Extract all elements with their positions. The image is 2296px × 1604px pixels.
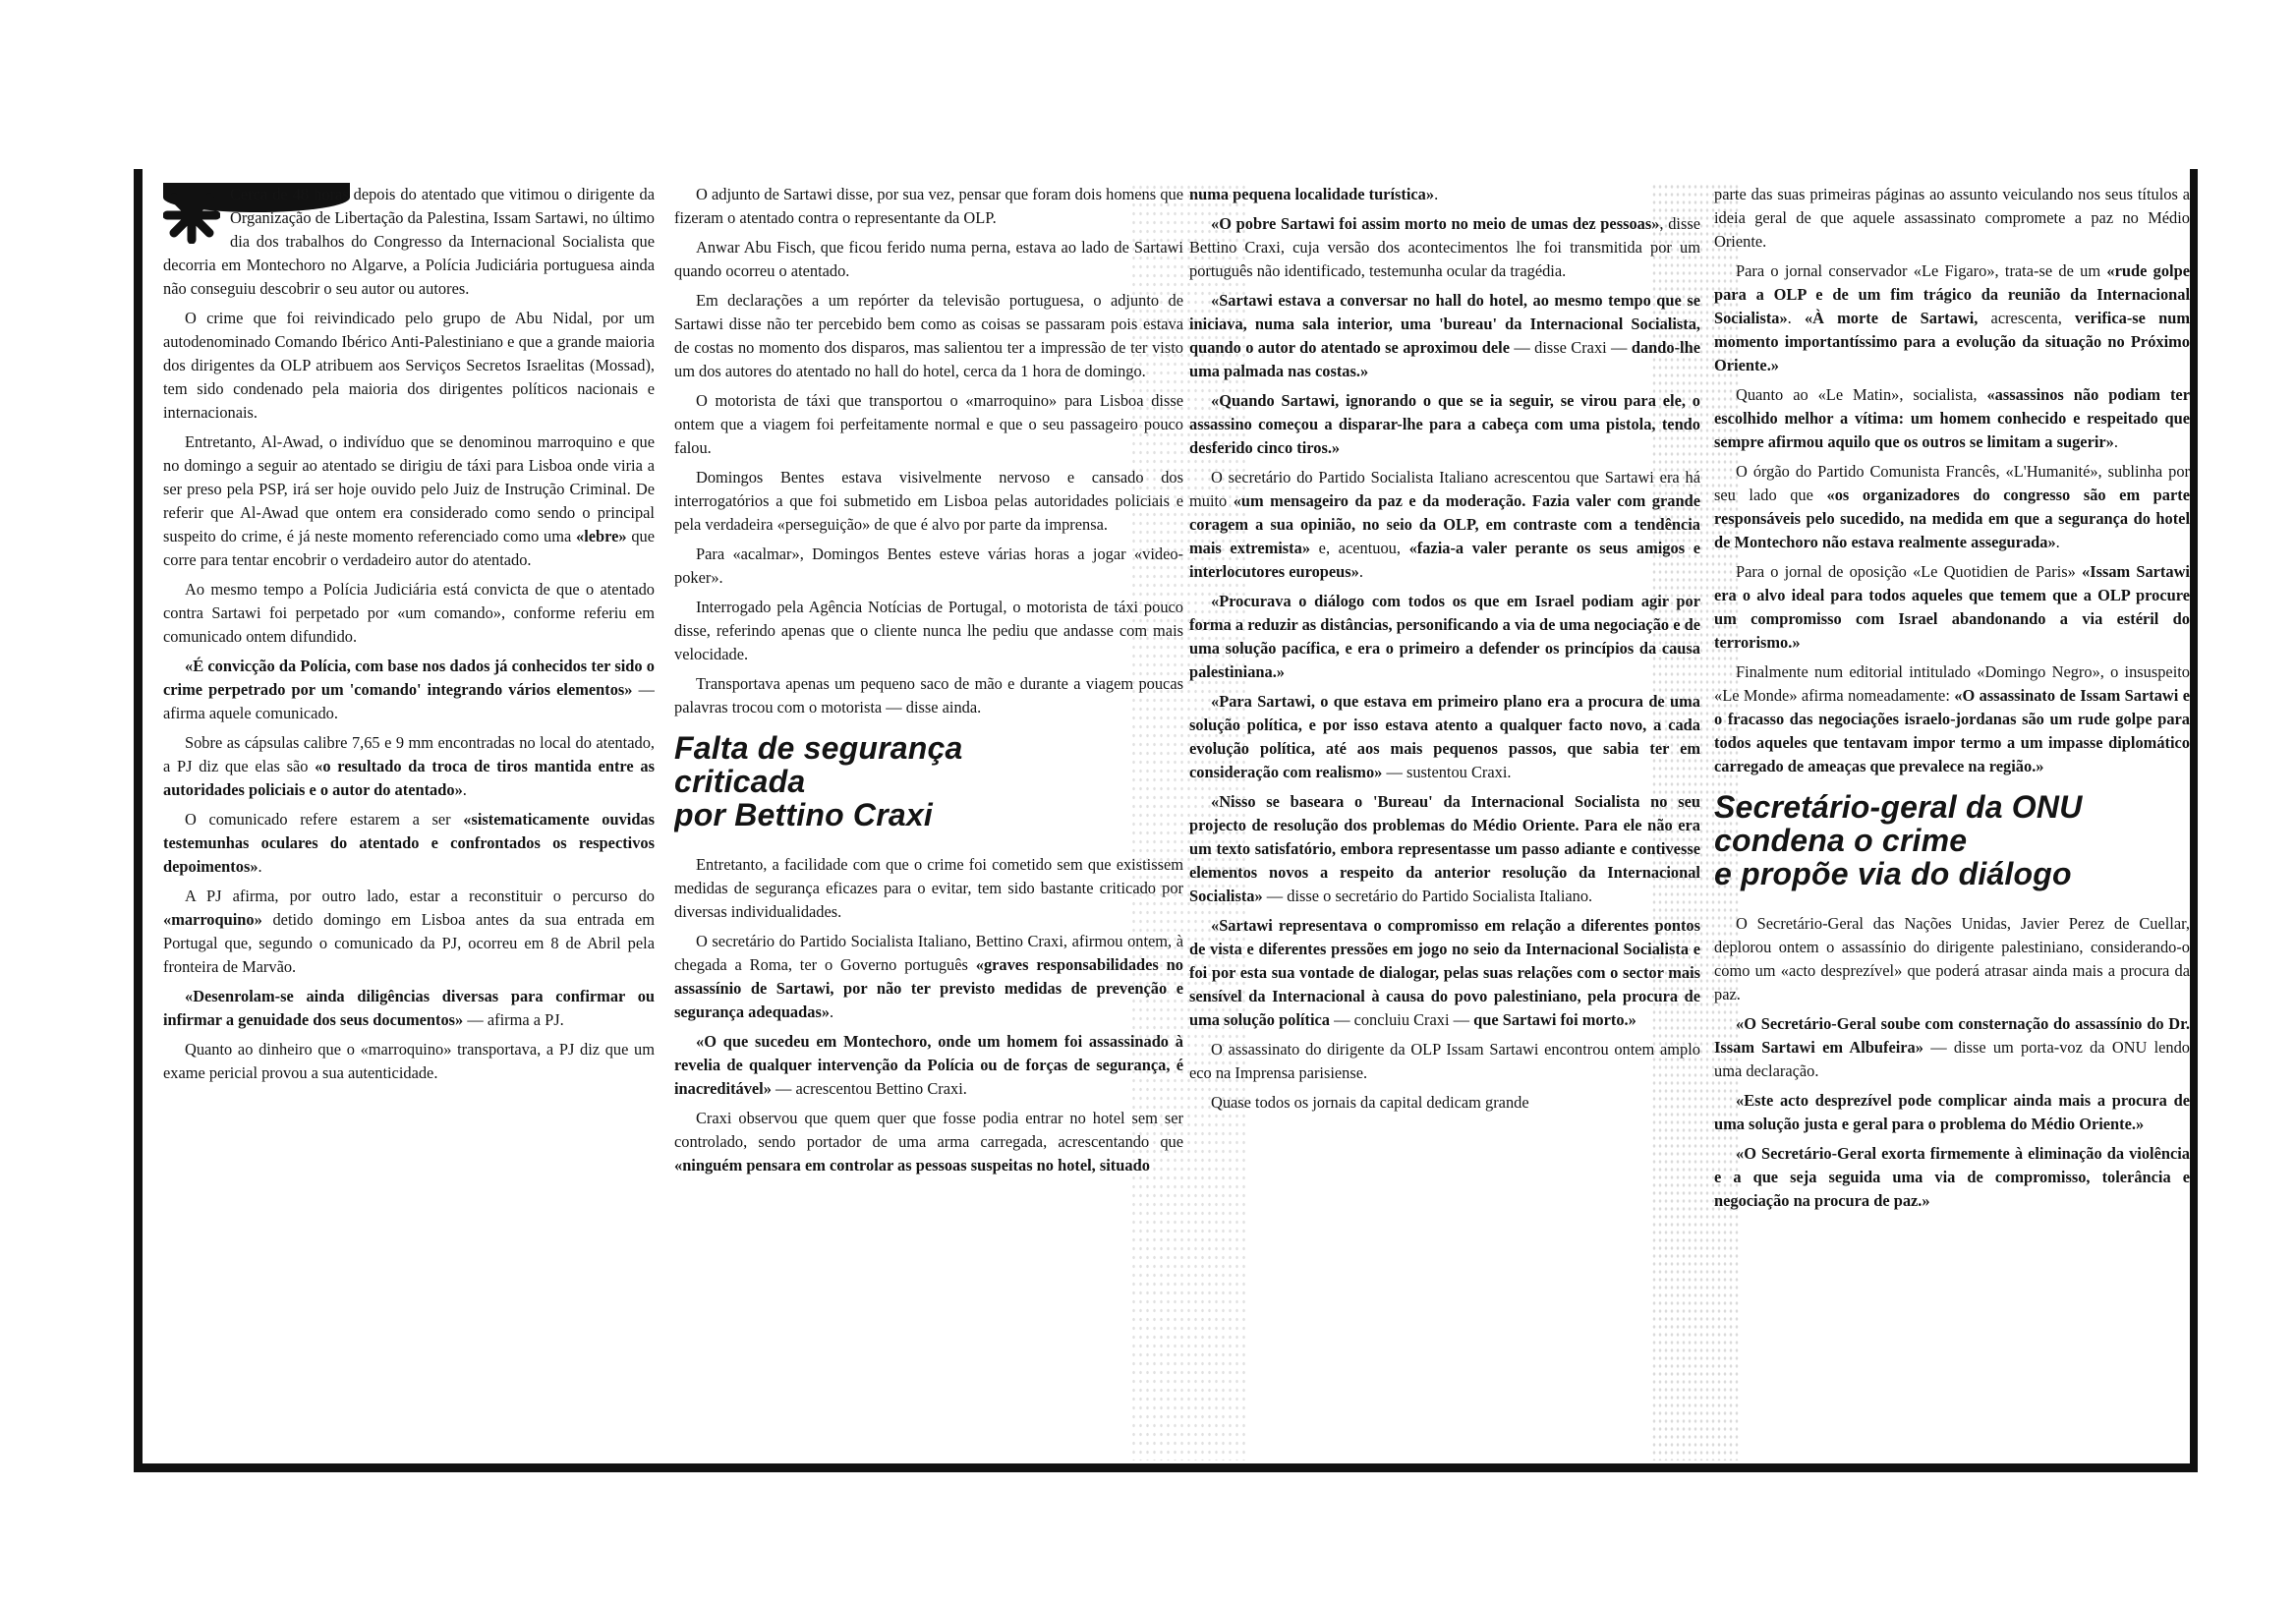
- paragraph: A PJ afirma, por outro lado, estar a reconstituir o percurso do «marroquino» detido domingo em Lisboa antes da sua entrada em Portugal que, segundo o comunicado da PJ, ocorreu em 8 de Abril pela fronteira de Marvão.: [163, 887, 655, 976]
- section-headline-security: Falta de segurança criticada por Bettino Craxi: [674, 730, 963, 832]
- paragraph: Quase todos os jornais da capital dedicam grande: [1211, 1093, 1529, 1112]
- paragraph: «Para Sartawi, o que estava em primeiro plano era a procura de uma solução política, e por isso estava atento a qualquer facto novo, a cada evolução política, até aos mais pequenos passos, que sabia ter em consideração com realismo» — sustentou Craxi.: [1189, 692, 1700, 781]
- paragraph: O motorista de táxi que transportou o «marroquino» para Lisboa disse ontem que a viagem foi perfeitamente normal e que o seu passageiro pouco falou.: [674, 391, 1183, 457]
- paragraph: «Quando Sartawi, ignorando o que se ia seguir, se virou para ele, o assassino começou a disparar-lhe para a cabeça com uma pistola, tendo desferido cinco tiros.»: [1189, 391, 1700, 457]
- paragraph: O comunicado refere estarem a ser «sistematicamente ouvidas testemunhas oculares do atentado e confrontados os respectivos depoimentos».: [163, 810, 655, 876]
- paragraph: Para o jornal de oposição «Le Quotidien de Paris» «Issam Sartawi era o alvo ideal para todos aqueles que temem que a OLP procure um compromisso com Israel abandonando a via estéril do terrorismo.»: [1714, 562, 2190, 652]
- article-column-4: [1714, 183, 2190, 1461]
- paragraph: Interrogado pela Agência Notícias de Portugal, o motorista de táxi pouco disse, referindo apenas que o cliente nunca lhe pediu que andasse com mais velocidade.: [674, 598, 1183, 663]
- paragraph: O Secretário-Geral das Nações Unidas, Javier Perez de Cuellar, deplorou ontem o assassínio do dirigente palestiniano, considerando-o como um «acto desprezível» que poderá atrasar ainda mais a procura da paz.: [1714, 914, 2190, 1003]
- asterisk-icon: [163, 187, 220, 244]
- paragraph: Sobre as cápsulas calibre 7,65 e 9 mm encontradas no local do atentado, a PJ diz que elas são «o resultado da troca de tiros mantida entre as autoridades policiais e o autor do atentado».: [163, 733, 655, 799]
- paragraph: «Sartawi representava o compromisso em relação a diferentes pontos de vista e diferentes pressões em jogo no seio da Internacional Socialista e foi por esta sua vontade de dialogar, pelas suas relações com o sector mais sensível da Internacional à causa do povo palestiniano, pela procura de uma solução política — concluiu Craxi — que Sartawi foi morto.»: [1189, 916, 1700, 1029]
- paragraph: Quanto ao dinheiro que o «marroquino» transportava, a PJ diz que um exame pericial provou a sua autenticidade.: [163, 1040, 655, 1082]
- paragraph: Domingos Bentes estava visivelmente nervoso e cansado dos interrogatórios a que foi submetido em Lisboa pelas autoridades policiais e pela verdadeira «perseguição» de que é alvo por parte da imprensa.: [674, 468, 1183, 534]
- paragraph: numa pequena localidade turística».: [1189, 185, 1439, 203]
- paragraph: «Este acto desprezível pode complicar ainda mais a procura de uma solução justa e geral para o problema do Médio Oriente.»: [1714, 1091, 2190, 1133]
- paragraph: «É convicção da Polícia, com base nos dados já conhecidos ter sido o crime perpetrado por um 'comando' integrando vários elementos» — afirma aquele comunicado.: [163, 657, 655, 722]
- paragraph: O crime que foi reivindicado pelo grupo de Abu Nidal, por um autodenominado Comando Ibérico Anti-Palestiniano e que a grande maioria dos dirigentes da OLP atribuem aos Serviços Secretos Israelitas (Mossad), tem sido condenado pela maioria dos dirigentes políticos nacionais e internacionais.: [163, 309, 655, 422]
- paragraph: O adjunto de Sartawi disse, por sua vez, pensar que foram dois homens que fizeram o atentado contra o representante da OLP.: [674, 185, 1183, 227]
- paragraph: Finalmente num editorial intitulado «Domingo Negro», o insuspeito «Le Monde» afirma nomeadamente: «O assassinato de Issam Sartawi e o fracasso das negociações israelo-jordanas são um rude golpe para todos aqueles que tentavam impor termo a um impasse diplomático carregado de ameaças que prevalece na região.»: [1714, 662, 2190, 775]
- paragraph: Em declarações a um repórter da televisão portuguesa, o adjunto de Sartawi disse não ter percebido bem como as coisas se passaram pois estava de costas no momento dos disparos, mas salientou ter a impressão de ter visto um dos autores do atentado no hall do hotel, cerca da 1 hora de domingo.: [674, 291, 1183, 380]
- article-column-2: [674, 183, 1183, 1461]
- paragraph: Ao mesmo tempo a Polícia Judiciária está convicta de que o atentado contra Sartawi foi perpetado por «um comando», conforme referiu em comunicado ontem difundido.: [163, 580, 655, 646]
- article-column-3: [1189, 183, 1700, 1461]
- paragraph: Quanto ao «Le Matin», socialista, «assassinos não podiam ter escolhido melhor a vítima: um homem conhecido e respeitado que sempre afirmou aquilo que os outros se limitam a sugerir».: [1714, 385, 2190, 451]
- paragraph: «O que sucedeu em Montechoro, onde um homem foi assassinado à revelia de qualquer intervenção da Polícia ou de forças de segurança, é inacreditável» — acrescentou Bettino Craxi.: [674, 1032, 1183, 1098]
- paragraph: Para «acalmar», Domingos Bentes esteve várias horas a jogar «video-poker».: [674, 544, 1183, 587]
- paragraph: Transportava apenas um pequeno saco de mão e durante a viagem poucas palavras trocou com o motorista — disse ainda.: [674, 674, 1183, 716]
- section-headline-un: Secretário-geral da ONU condena o crime e propõe via do diálogo: [1714, 789, 2083, 891]
- paragraph: «Nisso se baseara o 'Bureau' da Internacional Socialista no seu projecto de resolução dos problemas do Médio Oriente. Para ele não era um texto satisfatório, embora representasse um passo adiante e contivesse elementos novos a respeito da anterior resolução da Internacional Socialista» — disse o secretário do Partido Socialista Italiano.: [1189, 792, 1700, 905]
- article-column-1: [163, 183, 655, 1461]
- paragraph: O secretário do Partido Socialista Italiano, Bettino Craxi, afirmou ontem, à chegada a Roma, ter o Governo português «graves responsabilidades no assassínio de Sartawi, por não ter previsto medidas de prevenção e segurança adequadas».: [674, 932, 1183, 1021]
- paragraph: «Procurava o diálogo com todos os que em Israel podiam agir por forma a reduzir as distâncias, personificando a via de uma negociação e de uma solução pacífica, e era o primeiro a defender os princípios da causa palestiniana.»: [1189, 592, 1700, 681]
- paragraph: «O Secretário-Geral soube com consternação do assassínio do Dr. Issam Sartawi em Albufeira» — disse um porta-voz da ONU lendo uma declaração.: [1714, 1014, 2190, 1080]
- paragraph: O secretário do Partido Socialista Italiano acrescentou que Sartawi era há muito «um mensageiro da paz e da moderação. Fazia valer com grande coragem a sua opinião, no seio da OLP, em contraste com a tendência mais extremista» e, acentuou, «fazia-a valer perante os seus amigos e interlocutores europeus».: [1189, 468, 1700, 581]
- paragraph: «O pobre Sartawi foi assim morto no meio de umas dez pessoas», disse Bettino Craxi, cuja versão dos acontecimentos lhe foi transmitida por um português não identificado, testemunha ocular da tragédia.: [1189, 214, 1700, 280]
- paragraph: Craxi observou que quem quer que fosse podia entrar no hotel sem ser controlado, sendo portador de uma arma carregada, acrescentando que «ninguém pensara em controlar as pessoas suspeitas no hotel, situado: [674, 1109, 1183, 1174]
- paragraph: parte das suas primeiras páginas ao assunto veiculando nos seus títulos a ideia geral de que aquele assassinato compromete a paz no Médio Oriente.: [1714, 185, 2190, 251]
- paragraph: Para o jornal conservador «Le Figaro», trata-se de um «rude golpe para a OLP e de um fim trágico da reunião da Internacional Socialista». «À morte de Sartawi, acrescenta, verifica-se num momento importantíssimo para a evolução da situação no Próximo Oriente.»: [1714, 261, 2190, 374]
- paragraph: «Desenrolam-se ainda diligências diversas para confirmar ou infirmar a genuidade dos seus documentos» — afirma a PJ.: [163, 987, 655, 1029]
- paragraph: «O Secretário-Geral exorta firmemente à eliminação da violência e a que seja seguida uma via de compromisso, tolerância e negociação na procura de paz.»: [1714, 1144, 2190, 1210]
- paragraph: Anwar Abu Fisch, que ficou ferido numa perna, estava ao lado de Sartawi quando ocorreu o atentado.: [674, 238, 1183, 280]
- paragraph: Entretanto, a facilidade com que o crime foi cometido sem que existissem medidas de segurança eficazes para o evitar, tem sido bastante criticado por diversas individualidades.: [674, 855, 1183, 921]
- paragraph: O assassinato do dirigente da OLP Issam Sartawi encontrou ontem amplo eco na Imprensa parisiense.: [1189, 1040, 1700, 1082]
- paragraph: Entretanto, Al-Awad, o indivíduo que se denominou marroquino e que no domingo a seguir ao atentado se dirigiu de táxi para Lisboa onde viria a ser preso pela PSP, irá ser hoje ouvido pelo Juiz de Instrução Criminal. De referir que Al-Awad que ontem era considerado como sendo o principal suspeito do crime, é já neste momento referenciado como uma «lebre» que corre para tentar encobrir o verdadeiro autor do atentado.: [163, 432, 655, 569]
- paragraph: O órgão do Partido Comunista Francês, «L'Humanité», sublinha por seu lado que «os organizadores do congresso são em parte responsáveis pelo sucedido, na medida em que a segurança do hotel de Montechoro não estava realmente assegurada».: [1714, 462, 2190, 551]
- paragraph: «Sartawi estava a conversar no hall do hotel, ao mesmo tempo que se iniciava, numa sala interior, uma 'bureau' da Internacional Socialista, quando o autor do atentado se aproximou dele — disse Craxi — dando-lhe uma palmada nas costas.»: [1189, 291, 1700, 380]
- lead-paragraph: Cerca de 48 horas depois do atentado que vitimou o dirigente da Organização de Libertação da Palestina, Issam Sartawi, no último dia dos trabalhos do Congresso da Internacional Socialista que decorria em Montechoro no Algarve, a Polícia Judiciária portuguesa ainda não conseguiu descobrir o seu autor ou autores.: [163, 185, 655, 298]
